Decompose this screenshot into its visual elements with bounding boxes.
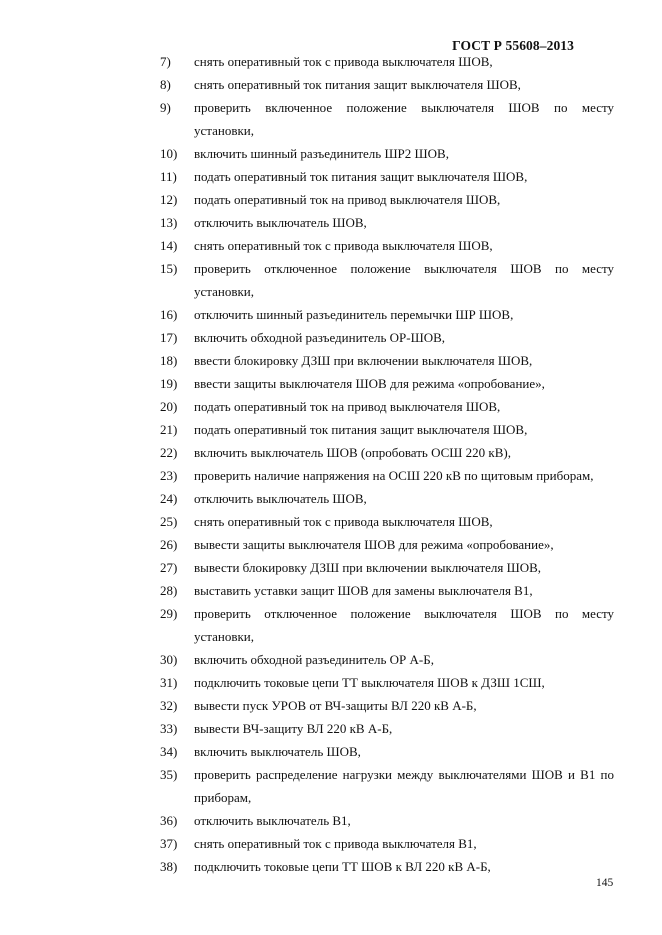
item-text: включить обходной разъединитель ОР-ШОВ, [194,330,446,345]
item-number: 18) [160,353,178,368]
step-list [0,50,662,878]
item-number: 36) [160,813,178,828]
item-text: включить выключатель ШОВ (опробовать ОСШ 220 кВ), [194,445,511,460]
document-header: ГОСТ Р 55608–2013 [452,38,574,53]
list-item [0,533,662,556]
list-item [0,763,662,809]
list-item [0,648,662,671]
item-text: вывести блокировку ДЗШ при включении выключателя ШОВ, [194,560,542,575]
item-number: 20) [160,399,178,414]
list-item [0,464,662,487]
item-text: подать оперативный ток питания защит выключателя ШОВ, [194,169,528,184]
item-number: 17) [160,330,178,345]
list-item [0,556,662,579]
item-text: установки, [194,629,254,644]
item-number: 32) [160,698,178,713]
item-text: снять оперативный ток с привода выключателя В1, [194,836,477,851]
item-text: включить выключатель ШОВ, [194,744,361,759]
list-item [0,96,662,142]
list-item [0,671,662,694]
item-text: проверить наличие напряжения на ОСШ 220 кВ по щитовым приборам, [194,468,594,483]
item-number: 15) [160,261,178,276]
item-number: 27) [160,560,178,575]
item-number: 23) [160,468,178,483]
item-text: вывести защиты выключателя ШОВ для режима «опробование», [194,537,554,552]
item-text: отключить выключатель В1, [194,813,351,828]
item-number: 7) [160,54,171,69]
list-item [0,372,662,395]
list-item [0,326,662,349]
list-item [0,211,662,234]
item-text: отключить выключатель ШОВ, [194,215,367,230]
list-item [0,418,662,441]
item-text: проверить распределение нагрузки между выключателями ШОВ и В1 по [194,767,614,782]
list-item [0,50,662,73]
item-text: включить обходной разъединитель ОР А-Б, [194,652,434,667]
page-number: 145 [596,877,614,889]
item-number: 25) [160,514,178,529]
item-number: 38) [160,859,178,874]
list-item [0,510,662,533]
item-text: вывести пуск УРОВ от ВЧ-защиты ВЛ 220 кВ А-Б, [194,698,477,713]
item-text: снять оперативный ток с привода выключателя ШОВ, [194,54,493,69]
item-text: проверить включенное положение выключателя ШОВ по месту [194,100,614,115]
list-item [0,165,662,188]
item-number: 26) [160,537,178,552]
item-text: приборам, [194,790,252,805]
item-number: 12) [160,192,178,207]
item-text: снять оперативный ток с привода выключателя ШОВ, [194,238,493,253]
list-item [0,579,662,602]
list-item [0,602,662,648]
list-item [0,257,662,303]
item-text: ввести блокировку ДЗШ при включении выключателя ШОВ, [194,353,533,368]
list-item [0,855,662,878]
item-number: 33) [160,721,178,736]
list-item [0,487,662,510]
item-number: 22) [160,445,178,460]
item-text: подключить токовые цепи ТТ выключателя ШОВ к ДЗШ 1СШ, [194,675,545,690]
item-number: 14) [160,238,178,253]
item-text: установки, [194,123,254,138]
item-text: проверить отключенное положение выключателя ШОВ по месту [194,261,614,276]
list-item [0,717,662,740]
item-text: проверить отключенное положение выключателя ШОВ по месту [194,606,614,621]
item-number: 37) [160,836,178,851]
item-text: снять оперативный ток питания защит выключателя ШОВ, [194,77,521,92]
list-item [0,694,662,717]
item-text: ввести защиты выключателя ШОВ для режима «опробование», [194,376,545,391]
item-number: 13) [160,215,178,230]
item-text: подать оперативный ток питания защит выключателя ШОВ, [194,422,528,437]
list-item [0,832,662,855]
item-text: включить шинный разъединитель ШР2 ШОВ, [194,146,449,161]
item-number: 11) [160,169,177,184]
item-text: снять оперативный ток с привода выключателя ШОВ, [194,514,493,529]
item-number: 30) [160,652,178,667]
item-number: 16) [160,307,178,322]
item-number: 28) [160,583,178,598]
list-item [0,740,662,763]
list-item [0,303,662,326]
item-text: подать оперативный ток на привод выключателя ШОВ, [194,399,501,414]
item-text: подключить токовые цепи ТТ ШОВ к ВЛ 220 кВ А-Б, [194,859,491,874]
item-number: 34) [160,744,178,759]
item-number: 29) [160,606,178,621]
item-text: отключить выключатель ШОВ, [194,491,367,506]
list-item [0,349,662,372]
item-text: выставить уставки защит ШОВ для замены выключателя В1, [194,583,533,598]
list-item [0,441,662,464]
list-item [0,395,662,418]
item-number: 35) [160,767,178,782]
item-number: 9) [160,100,171,115]
item-text: подать оперативный ток на привод выключателя ШОВ, [194,192,501,207]
list-item [0,188,662,211]
list-item [0,809,662,832]
item-text: вывести ВЧ-защиту ВЛ 220 кВ А-Б, [194,721,393,736]
item-number: 10) [160,146,178,161]
item-text: установки, [194,284,254,299]
item-number: 24) [160,491,178,506]
list-item [0,142,662,165]
item-text: отключить шинный разъединитель перемычки ШР ШОВ, [194,307,514,322]
item-number: 19) [160,376,178,391]
item-number: 8) [160,77,171,92]
list-item [0,234,662,257]
item-number: 21) [160,422,178,437]
item-number: 31) [160,675,178,690]
list-item [0,73,662,96]
